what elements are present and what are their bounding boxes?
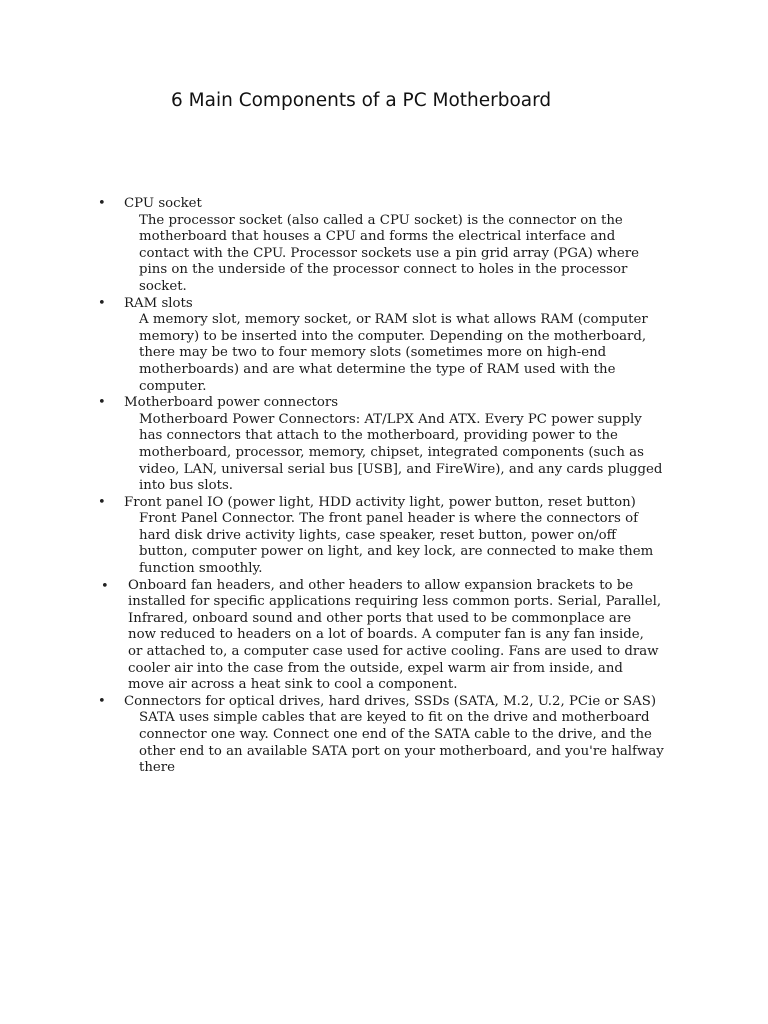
- item-heading: CPU socket: [124, 196, 202, 211]
- list-item-ram-slots: [0, 296, 768, 396]
- item-heading: Onboard fan headers, and other headers to allow expansion brackets to be installed for specific applications requiring less common ports. Serial, Parallel, Infrared, onboard sound and other ports that used to be commonplace are now reduced to headers on a lot of boards. A computer fan is any fan inside, or attached to, a computer case used for active cooling. Fans are used to draw cooler air into the case from the outside, expel warm air from inside, and move air across a heat sink to cool a component.: [128, 577, 662, 693]
- list-item-front-panel-io: [0, 495, 768, 578]
- item-description: Motherboard Power Connectors: AT/LPX And ATX. Every PC power supply has connectors that attach to the motherboard, providing power to the motherboard, processor, memory, chipset, integrated components (such as video, LAN, universal serial bus [USB], and FireWire), and any cards plugged into bus slots.: [139, 411, 663, 494]
- item-description: A memory slot, memory socket, or RAM slot is what allows RAM (computer memory) to be inserted into the computer. Depending on the motherboard, there may be two to four memory slots (sometimes more on high-end motherboards) and are what determine the type of RAM used with the computer.: [139, 312, 648, 394]
- bullet-icon: •: [98, 395, 106, 411]
- component-list: [0, 196, 768, 777]
- item-description: SATA uses simple cables that are keyed to fit on the drive and motherboard connector one way. Connect one end of the SATA cable to the drive, and the other end to an available SATA port on your motherboard, and you're halfway there: [139, 710, 664, 776]
- list-item-fan-headers: [0, 578, 768, 694]
- list-item-cpu-socket: [0, 196, 768, 296]
- item-description: Front Panel Connector. The front panel header is where the connectors of hard disk drive activity lights, case speaker, reset button, power on/off button, computer power on light, and key lock, are connected to make them function smoothly.: [139, 511, 654, 577]
- list-item-power-connectors: [0, 395, 768, 495]
- bullet-icon: •: [101, 578, 109, 594]
- item-description: The processor socket (also called a CPU socket) is the connector on the motherboard that houses a CPU and forms the electrical interface and contact with the CPU. Processor sockets use a pin grid array (PGA) where pins on the underside of the processor connect to holes in the processor socket.: [139, 212, 640, 294]
- page-title: 6 Main Components of a PC Motherboard: [171, 90, 552, 111]
- item-heading: Front panel IO (power light, HDD activity light, power button, reset button): [124, 494, 636, 510]
- bullet-icon: •: [98, 196, 106, 211]
- item-heading: Connectors for optical drives, hard drives, SSDs (SATA, M.2, U.2, PCie or SAS): [124, 693, 657, 709]
- bullet-icon: •: [98, 693, 106, 709]
- list-item-drive-connectors: [0, 694, 768, 777]
- item-heading: Motherboard power connectors: [124, 395, 339, 411]
- bullet-icon: •: [98, 494, 106, 510]
- bullet-icon: •: [98, 295, 106, 311]
- item-heading: RAM slots: [124, 295, 193, 311]
